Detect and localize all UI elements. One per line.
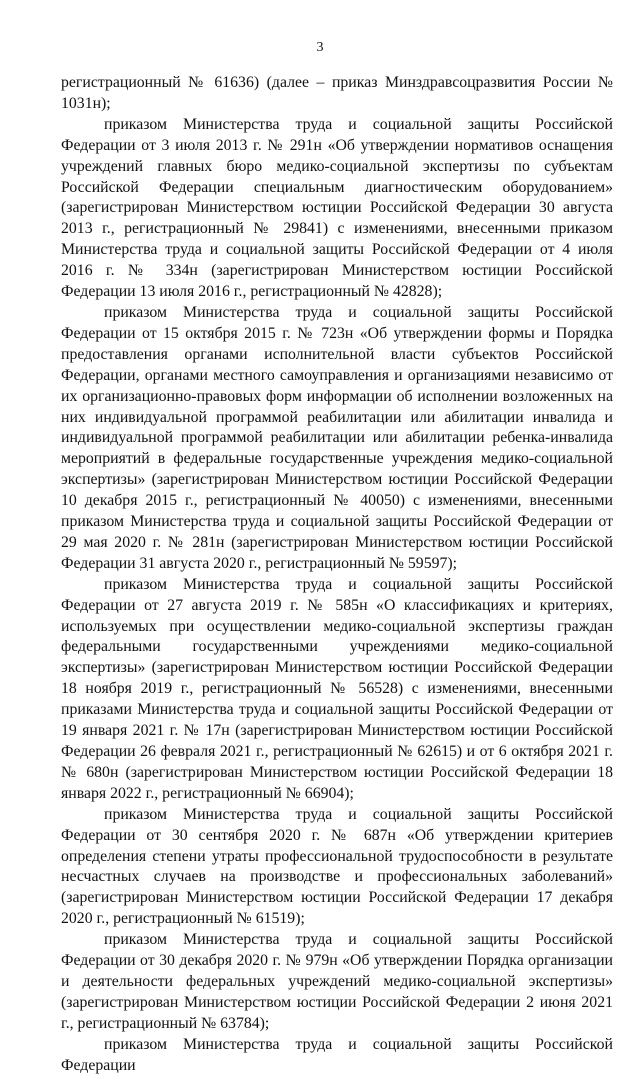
paragraph-continuation-order-1031n: регистрационный № 61636) (далее – приказ Минздравсоцразвития России № 1031н); bbox=[61, 74, 613, 112]
paragraph-order-585n: приказом Министерства труда и социальной защиты Российской Федерации от 27 августа 2019 г. № 585н «О классификациях и критериях, используемых при осуществлении медико-социальной экспертизы граждан федеральными государственными учреждениями медико-социальной экспертизы» (зарегистрирован Министерством юстиции Российской Федерации 18 ноября 2019 г., регистрационный № 56528) с изменениями, внесенными приказами Министерства труда и социальной защиты Российской Федерации от 19 января 2021 г. № 17н (зарегистрирован Министерством юстиции Российской Федерации 26 февраля 2021 г., регистрационный № 62615) и от 6 октября 2021 г. № 680н (зарегистрирован Министерством юстиции Российской Федерации 18 января 2022 г., регистрационный № 66904); bbox=[61, 575, 613, 802]
paragraph-order-291n: приказом Министерства труда и социальной защиты Российской Федерации от 3 июля 2013 г. № 291н «Об утверждении нормативов оснащения учреждений главных бюро медико-социальной экспертизы по субъектам Российской Федерации специальным диагностическим оборудованием» (зарегистрирован Министерством юстиции Российской Федерации 30 августа 2013 г., регистрационный № 29841) с изменениями, внесенными приказом Министерства труда и социальной защиты Российской Федерации от 4 июля 2016 г. № 334н (зарегистрирован Министерством юстиции Российской Федерации 13 июля 2016 г., регистрационный № 42828); bbox=[61, 115, 613, 301]
paragraph-order-979n: приказом Министерства труда и социальной защиты Российской Федерации от 30 декабря 2020 г. № 979н «Об утверждении Порядка организации и деятельности федеральных учреждений медико-социальной экспертизы» (зарегистрирован Министерством юстиции Российской Федерации 2 июня 2021 г., регистрационный № 63784); bbox=[61, 931, 613, 1032]
page-number: 3 bbox=[316, 40, 324, 55]
paragraph-order-723n: приказом Министерства труда и социальной защиты Российской Федерации от 15 октября 2015 г. № 723н «Об утверждении формы и Порядка предоставления органами исполнительной власти субъектов Российской Федерации, органами местного самоуправления и организациями независимо от их организационно-правовых форм информации об исполнении возложенных на них индивидуальной программой реабилитации или абилитации инвалида и индивидуальной программой реабилитации или абилитации ребенка-инвалида мероприятий в федеральные государственные учреждения медико-социальной экспертизы» (зарегистрирован Министерством юстиции Российской Федерации 10 декабря 2015 г., регистрационный № 40050) с изменениями, внесенными приказом Министерства труда и социальной защиты Российской Федерации от 29 мая 2020 г. № 281н (зарегистрирован Министерством юстиции Российской Федерации 31 августа 2020 г., регистрационный № 59597); bbox=[61, 303, 613, 572]
document-body bbox=[61, 73, 613, 1077]
paragraph-order-continued: приказом Министерства труда и социальной защиты Российской Федерации bbox=[61, 1035, 613, 1074]
paragraph-order-687n: приказом Министерства труда и социальной защиты Российской Федерации от 30 сентября 2020 г. № 687н «Об утверждении критериев определения степени утраты профессиональной трудоспособности в результате несчастных случаев на производстве и профессиональных заболеваний» (зарегистрирован Министерством юстиции Российской Федерации 17 декабря 2020 г., регистрационный № 61519); bbox=[61, 805, 613, 928]
